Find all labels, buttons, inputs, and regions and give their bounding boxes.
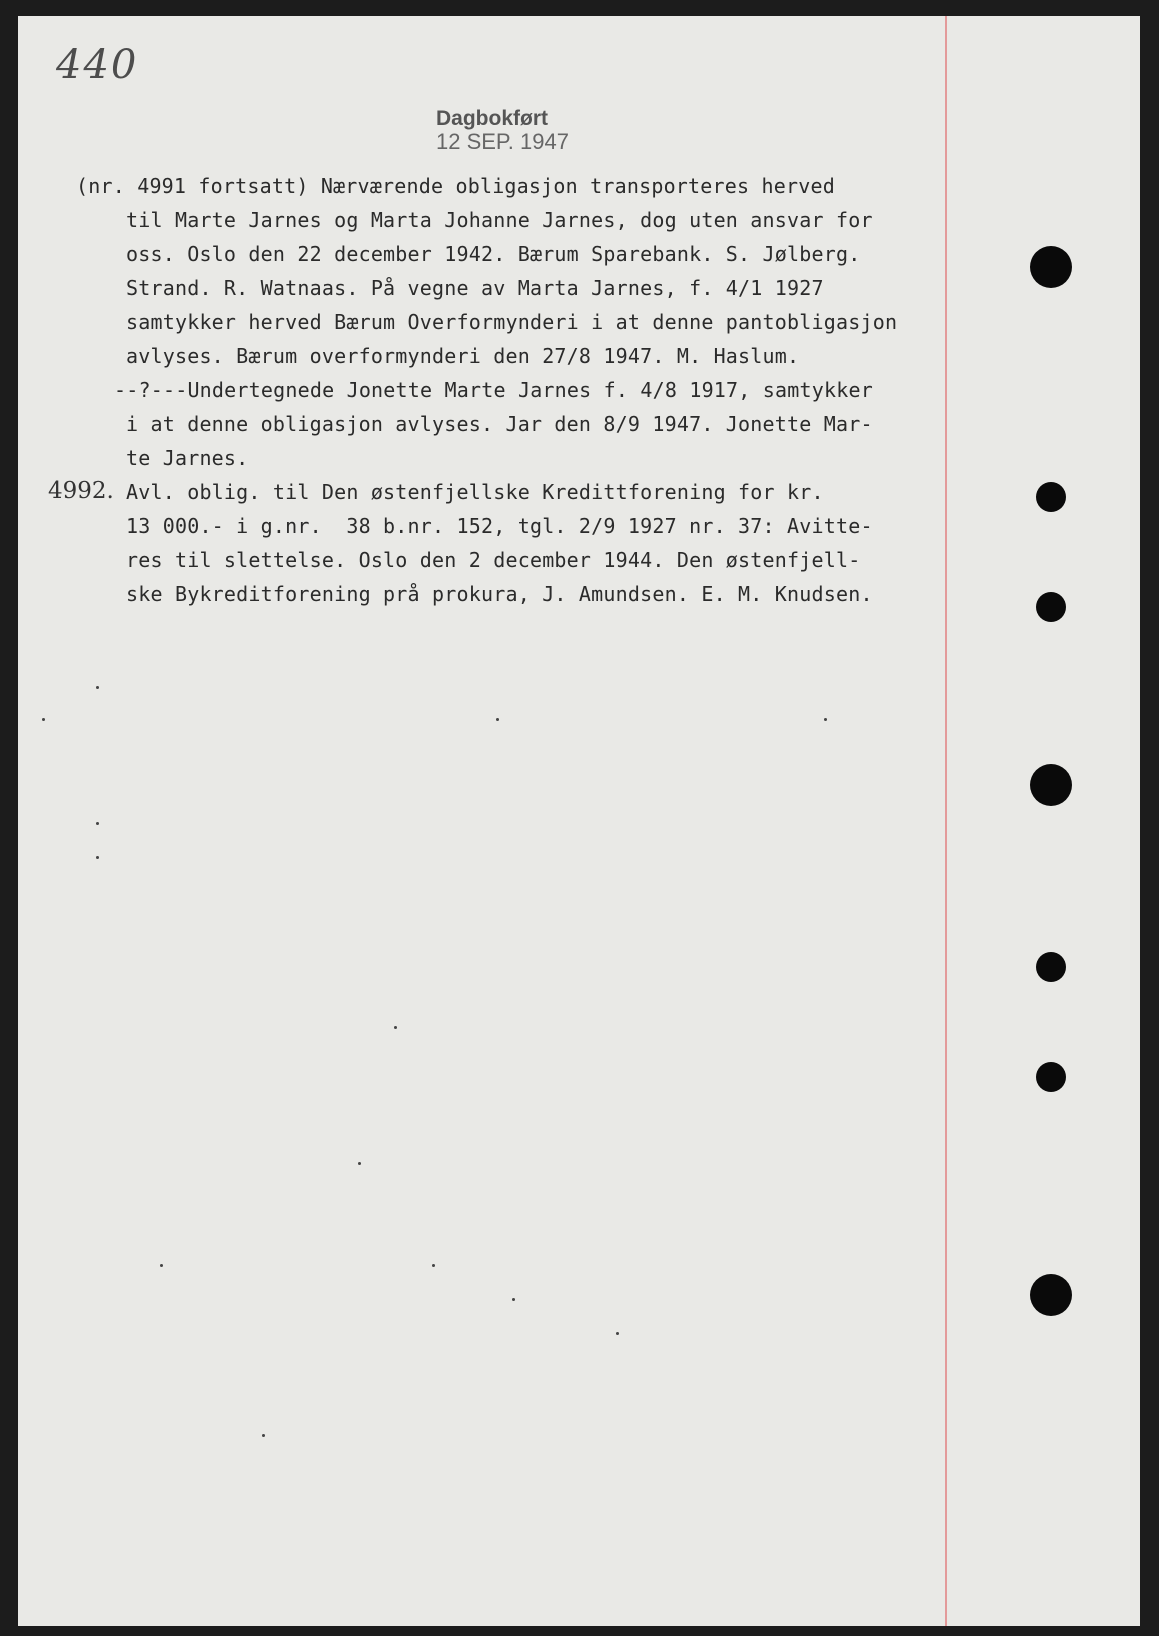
punch-hole	[1036, 952, 1066, 982]
entry-line: Strand. R. Watnaas. På vegne av Marta Jarnes, f. 4/1 1927	[126, 276, 824, 300]
stamp-date: 12 SEP. 1947	[436, 129, 569, 155]
entry-line: (nr. 4991 fortsatt) Nærværende obligasjon transporteres herved	[76, 174, 835, 198]
entry-line: --?---Undertegnede Jonette Marte Jarnes f. 4/8 1917, samtykker	[114, 378, 873, 402]
ink-speck	[96, 822, 99, 825]
ink-speck	[42, 718, 45, 721]
ink-speck	[512, 1298, 515, 1301]
ink-speck	[358, 1162, 361, 1165]
entry-line: 13 000.- i g.nr. 38 b.nr. 152, tgl. 2/9 1927 nr. 37: Avitte-	[126, 514, 873, 538]
ink-speck	[262, 1434, 265, 1437]
punch-hole	[1036, 1062, 1066, 1092]
margin-rule	[945, 16, 947, 1626]
stamp-label: Dagbokført	[436, 107, 548, 130]
ink-speck	[160, 1264, 163, 1267]
entry-line: oss. Oslo den 22 december 1942. Bærum Sparebank. S. Jølberg.	[126, 242, 861, 266]
ink-speck	[616, 1332, 619, 1335]
entry-line: te Jarnes.	[126, 446, 249, 470]
folio-number: 440	[56, 42, 139, 88]
ink-speck	[96, 686, 99, 689]
entry-line: Avl. oblig. til Den østenfjellske Kredittforening for kr.	[126, 480, 824, 504]
punch-hole	[1036, 482, 1066, 512]
entry-line: avlyses. Bærum overformynderi den 27/8 1947. M. Haslum.	[126, 344, 800, 368]
ink-speck	[394, 1026, 397, 1029]
document-page	[18, 16, 1140, 1626]
entry-line: ske Bykreditforening prå prokura, J. Amundsen. E. M. Knudsen.	[126, 582, 873, 606]
entry-line: res til slettelse. Oslo den 2 december 1944. Den østenfjell-	[126, 548, 861, 572]
entry-line: samtykker herved Bærum Overformynderi i at denne pantobligasjon	[126, 310, 898, 334]
ink-speck	[432, 1264, 435, 1267]
punch-hole	[1030, 1274, 1072, 1316]
punch-hole	[1036, 592, 1066, 622]
entry-line: i at denne obligasjon avlyses. Jar den 8/9 1947. Jonette Mar-	[126, 412, 873, 436]
ink-speck	[96, 856, 99, 859]
punch-hole	[1030, 764, 1072, 806]
entry-number: 4992.	[48, 478, 114, 504]
registration-stamp	[436, 108, 569, 153]
ink-speck	[824, 718, 827, 721]
entry-line: til Marte Jarnes og Marta Johanne Jarnes, dog uten ansvar for	[126, 208, 873, 232]
punch-hole	[1030, 246, 1072, 288]
ink-speck	[496, 718, 499, 721]
